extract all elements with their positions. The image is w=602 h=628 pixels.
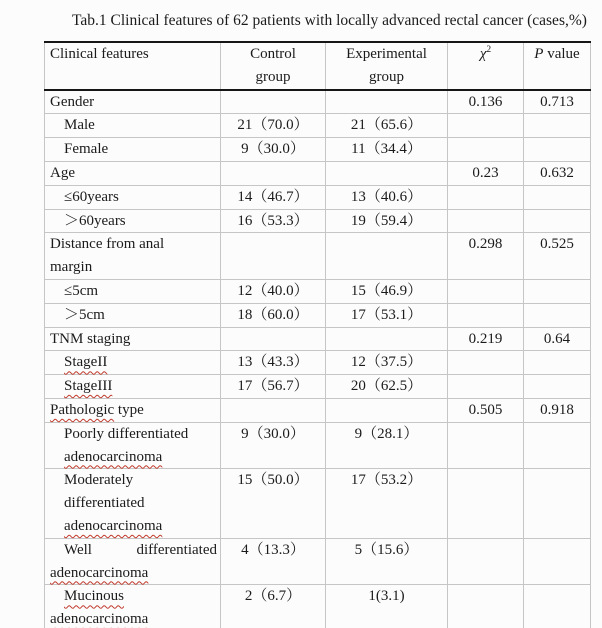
control-value-cell [221, 90, 326, 114]
p-value-cell: 0.632 [524, 161, 591, 185]
p-value-cell [524, 138, 591, 162]
table-row [45, 585, 591, 628]
chi2-value-cell: 0.23 [448, 161, 524, 185]
feature-text-misspelled: Mucinous [64, 588, 124, 605]
p-value-cell [524, 469, 591, 538]
feature-text: differentiated [136, 541, 217, 558]
p-value-cell: 0.918 [524, 398, 591, 422]
feature-text: Well [64, 541, 92, 558]
chi2-value-cell [448, 469, 524, 538]
feature-cell [45, 114, 221, 138]
header-clinical-features [45, 42, 221, 90]
control-value-cell [221, 327, 326, 351]
table-row [45, 233, 591, 280]
p-value-cell [524, 538, 591, 585]
table-row [45, 185, 591, 209]
feature-text: type [114, 401, 144, 418]
feature-text: ≤5cm [64, 282, 99, 299]
table-caption: Tab.1 Clinical features of 62 patients with locally advanced rectal cancer (cases,%) [72, 12, 587, 29]
experimental-value-cell: 19（59.4） [326, 209, 448, 233]
feature-cell [45, 90, 221, 114]
table-row [45, 538, 591, 585]
experimental-value-cell: 15（46.9） [326, 279, 448, 303]
feature-line [50, 162, 218, 185]
chi2-value-cell: 0.298 [448, 233, 524, 280]
feature-line [50, 375, 218, 398]
table-row [45, 398, 591, 422]
chi-symbol: χ [479, 46, 487, 62]
experimental-value-cell: 1(3.1) [326, 585, 448, 628]
feature-line [50, 210, 218, 233]
chi2-value-cell [448, 209, 524, 233]
p-value-cell [524, 422, 591, 469]
chi2-value-cell [448, 185, 524, 209]
feature-line [50, 233, 218, 256]
control-value-cell: 2（6.7） [221, 585, 326, 628]
experimental-value-cell: 11（34.4） [326, 138, 448, 162]
feature-text-misspelled: adenocarcinoma [64, 517, 163, 534]
feature-line [50, 138, 218, 161]
feature-line [50, 515, 218, 538]
p-value-cell [524, 585, 591, 628]
p-value-cell: 0.713 [524, 90, 591, 114]
feature-text-misspelled: adenocarcinoma [50, 611, 149, 628]
feature-line [50, 469, 218, 492]
feature-line [50, 351, 218, 374]
feature-text-misspelled: StageII [64, 354, 108, 371]
feature-line [50, 562, 218, 585]
table-header [45, 42, 591, 90]
experimental-value-cell [326, 233, 448, 280]
chi2-value-cell [448, 303, 524, 327]
header-control-line2: group [255, 68, 291, 85]
control-value-cell: 12（40.0） [221, 279, 326, 303]
clinical-features-table [44, 41, 591, 628]
header-experimental-line1: Experimental [346, 46, 427, 62]
table-row [45, 375, 591, 399]
p-value-cell [524, 209, 591, 233]
table-row [45, 422, 591, 469]
header-row [45, 42, 591, 90]
experimental-value-cell [326, 398, 448, 422]
feature-cell [45, 185, 221, 209]
control-value-cell: 9（30.0） [221, 138, 326, 162]
feature-text: Poorly differentiated [64, 425, 189, 442]
feature-line [50, 304, 218, 327]
feature-text: Female [64, 141, 109, 158]
header-chi-square [448, 42, 524, 90]
feature-text: Gender [50, 93, 95, 110]
control-value-cell: 14（46.7） [221, 185, 326, 209]
chi2-value-cell [448, 585, 524, 628]
document-page [0, 11, 602, 628]
feature-line [50, 446, 218, 469]
feature-text: TNM staging [50, 330, 131, 347]
feature-cell [45, 538, 221, 585]
feature-cell [45, 351, 221, 375]
chi2-value-cell [448, 351, 524, 375]
experimental-value-cell: 5（15.6） [326, 538, 448, 585]
table-body [45, 90, 591, 628]
control-value-cell: 21（70.0） [221, 114, 326, 138]
chi2-value-cell: 0.136 [448, 90, 524, 114]
feature-text: ＞60years [64, 212, 126, 229]
chi2-value-cell [448, 279, 524, 303]
feature-line [50, 186, 218, 209]
p-symbol: P [534, 46, 544, 62]
feature-cell [45, 209, 221, 233]
chi2-value-cell [448, 538, 524, 585]
experimental-value-cell: 17（53.1） [326, 303, 448, 327]
feature-line [50, 539, 218, 562]
control-value-cell: 9（30.0） [221, 422, 326, 469]
feature-line [50, 328, 218, 351]
feature-text: ＞5cm [64, 306, 105, 323]
control-value-cell: 13（43.3） [221, 351, 326, 375]
control-value-cell [221, 398, 326, 422]
experimental-value-cell: 17（53.2） [326, 469, 448, 538]
p-value-cell [524, 114, 591, 138]
p-value-cell: 0.64 [524, 327, 591, 351]
p-value-cell [524, 185, 591, 209]
table-row [45, 161, 591, 185]
feature-text: Age [50, 164, 75, 181]
feature-cell [45, 138, 221, 162]
feature-text-misspelled: adenocarcinoma [64, 448, 163, 465]
feature-text: Male [64, 117, 95, 134]
feature-text-misspelled: Pathologic [50, 401, 115, 418]
chi2-value-cell [448, 114, 524, 138]
experimental-value-cell: 9（28.1） [326, 422, 448, 469]
feature-text-misspelled: StageIII [64, 378, 113, 395]
feature-line [50, 114, 218, 137]
control-value-cell: 4（13.3） [221, 538, 326, 585]
control-value-cell: 15（50.0） [221, 469, 326, 538]
feature-cell [45, 585, 221, 628]
table-row [45, 327, 591, 351]
feature-line [50, 399, 218, 422]
chi-superscript: 2 [486, 45, 492, 55]
table-row [45, 90, 591, 114]
feature-line [50, 585, 218, 608]
chi2-value-cell: 0.219 [448, 327, 524, 351]
control-value-cell: 16（53.3） [221, 209, 326, 233]
control-value-cell [221, 161, 326, 185]
feature-text: differentiated [64, 495, 145, 512]
chi2-value-cell: 0.505 [448, 398, 524, 422]
header-p-value [524, 42, 591, 90]
feature-cell [45, 375, 221, 399]
table-row [45, 209, 591, 233]
header-experimental-group [326, 42, 448, 90]
p-value-cell: 0.525 [524, 233, 591, 280]
experimental-value-cell: 13（40.6） [326, 185, 448, 209]
header-control-group [221, 42, 326, 90]
chi2-value-cell [448, 422, 524, 469]
header-control-line1: Control [250, 46, 296, 62]
p-value-cell [524, 279, 591, 303]
feature-text: ≤60years [64, 188, 119, 205]
feature-cell [45, 279, 221, 303]
experimental-value-cell [326, 327, 448, 351]
experimental-value-cell [326, 161, 448, 185]
feature-line [50, 256, 218, 279]
feature-text: Moderately [64, 472, 134, 489]
control-value-cell: 17（56.7） [221, 375, 326, 399]
feature-line [50, 423, 218, 446]
control-value-cell: 18（60.0） [221, 303, 326, 327]
feature-text-misspelled: adenocarcinoma [50, 564, 149, 581]
feature-text: Distance from anal [50, 236, 165, 253]
feature-cell [45, 303, 221, 327]
experimental-value-cell: 20（62.5） [326, 375, 448, 399]
table-row [45, 351, 591, 375]
p-value-label-rest: value [543, 46, 580, 62]
feature-cell [45, 469, 221, 538]
experimental-value-cell: 12（37.5） [326, 351, 448, 375]
table-row [45, 114, 591, 138]
feature-line [50, 608, 218, 628]
feature-cell [45, 398, 221, 422]
table-row [45, 303, 591, 327]
chi2-value-cell [448, 138, 524, 162]
feature-text: margin [50, 259, 93, 276]
feature-cell [45, 422, 221, 469]
p-value-cell [524, 303, 591, 327]
experimental-value-cell: 21（65.6） [326, 114, 448, 138]
feature-cell [45, 327, 221, 351]
feature-line [50, 91, 218, 114]
chi2-value-cell [448, 375, 524, 399]
feature-cell [45, 233, 221, 280]
header-experimental-line2: group [369, 68, 404, 85]
feature-cell [45, 161, 221, 185]
experimental-value-cell [326, 90, 448, 114]
p-value-cell [524, 351, 591, 375]
table-row [45, 469, 591, 538]
feature-line [50, 492, 218, 515]
p-value-cell [524, 375, 591, 399]
control-value-cell [221, 233, 326, 280]
table-row [45, 279, 591, 303]
header-clinical-features-label: Clinical features [50, 46, 149, 62]
table-row [45, 138, 591, 162]
feature-line [50, 280, 218, 303]
